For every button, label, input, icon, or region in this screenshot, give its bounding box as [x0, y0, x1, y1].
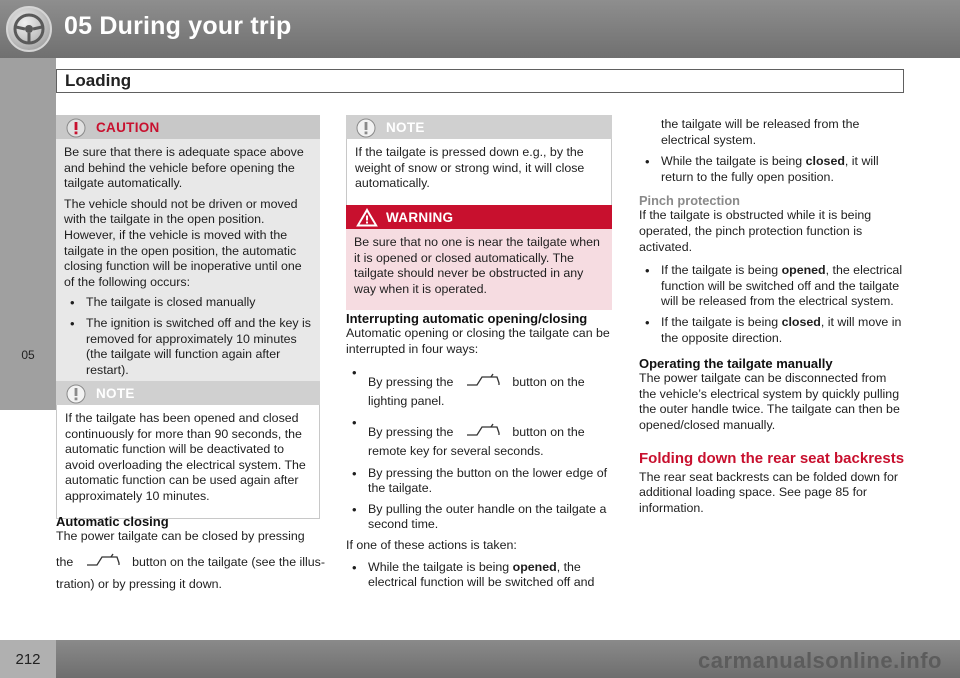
list-item [639, 263, 905, 310]
column-3 [639, 117, 905, 516]
text-span: , the electrical function will be switched off and [368, 559, 595, 590]
page-footer [0, 640, 960, 678]
tailgate-button-icon [83, 553, 123, 574]
list-item [346, 560, 612, 591]
text-span: If the tailgate is being [661, 314, 779, 329]
note-text: If the tailgate is pressed down e.g., by the weight of snow or strong wind, it will close automatically. [355, 145, 585, 191]
folding-seats-text: The rear seat backrests can be folded down for additional loading space. See page 85 for information. [639, 469, 898, 515]
automatic-closing-line-2 [56, 553, 326, 574]
section-title: Loading [65, 71, 132, 90]
text-span: While the tailgate is being [368, 559, 510, 574]
warning-header [346, 205, 612, 229]
interrupting-heading: Interrupting automatic opening/closing [346, 311, 588, 326]
list-item: • By pulling the outer handle on the tailgate a second time. [346, 502, 612, 533]
chapter-side-tab [0, 58, 56, 410]
note-header [56, 381, 320, 405]
text-span: button on the tailgate (see the illus- [132, 554, 326, 569]
watermark: carmanualsonline.info [698, 648, 942, 673]
manual-operation-heading: Operating the tailgate manually [639, 356, 833, 372]
interrupting-section [346, 311, 612, 596]
note-box [346, 115, 612, 206]
warning-box [346, 205, 612, 310]
text-span: button on the [512, 425, 585, 440]
bold-text: opened [512, 559, 557, 574]
steering-wheel-icon [6, 6, 52, 52]
list-item [639, 315, 905, 346]
text-span: While the tailgate is being [661, 154, 803, 169]
section-bar [56, 69, 904, 93]
note-label: NOTE [96, 386, 135, 401]
list-item [639, 154, 905, 185]
text-span: By pressing the [368, 375, 454, 390]
continued-list [639, 154, 905, 185]
note-box [56, 381, 320, 519]
pinch-protection-intro: If the tailgate is obstructed while it is being operated, the pinch protection function is activated. [639, 208, 872, 254]
if-taken-list [346, 560, 612, 591]
text-span: By pressing the [368, 425, 454, 440]
note-label: NOTE [386, 120, 425, 135]
continued-text: the tailgate will be released from the electrical system. [661, 117, 860, 147]
warning-text: Be sure that no one is near the tailgate when it is opened or closed automatically. The tailgate should never be obstructed in any way when it is operated. [354, 235, 600, 296]
automatic-closing-line-3: tration) or by pressing it down. [56, 577, 222, 592]
automatic-closing-line-1: The power tailgate can be closed by pressing [56, 529, 305, 543]
if-taken-text: If one of these actions is taken: [346, 537, 517, 552]
note-body [56, 405, 320, 519]
interrupting-list [346, 365, 612, 533]
bold-text: opened [781, 263, 826, 278]
text-span: , the electrical function will be switched off and the tailgate will be released from the electrical system. [661, 263, 903, 309]
folding-seats-heading: Folding down the rear seat backrests [639, 449, 905, 467]
caution-box [56, 115, 320, 391]
caution-list [64, 295, 312, 378]
caution-body [56, 139, 320, 391]
page-number: 212 [15, 651, 41, 668]
caution-paragraph-1: Be sure that there is adequate space above and behind the vehicle before opening the tailgate automatically. [64, 145, 304, 191]
list-item: • The ignition is switched off and the key is removed for approximately 10 minutes (the tailgate will function again after restart). [64, 316, 312, 378]
caution-label: CAUTION [96, 120, 160, 135]
tailgate-button-icon [463, 423, 503, 444]
page-header [0, 0, 960, 98]
caution-header [56, 115, 320, 139]
tailgate-button-icon [463, 373, 503, 394]
bold-text: closed [781, 314, 821, 329]
note-header [346, 115, 612, 139]
pinch-protection-list [639, 263, 905, 346]
text-span: If the tailgate is being [661, 263, 779, 278]
exclamation-icon [66, 384, 86, 409]
note-body [346, 139, 612, 206]
note-text: If the tailgate has been opened and closed continuously for more than 90 seconds, the automatic function will be deactivated to avoid overloading the electrical system. The automatic function can be used again after approximately 10 minutes. [65, 411, 306, 503]
interrupting-intro: Automatic opening or closing the tailgate can be interrupted in four ways: [346, 326, 610, 356]
side-tab-label: 05 [21, 348, 35, 362]
list-item [346, 415, 612, 459]
exclamation-icon [66, 118, 86, 143]
warning-triangle-icon [356, 208, 378, 233]
text-span: the [56, 554, 74, 569]
text-span: , it will move in the opposite direction. [661, 314, 902, 345]
manual-operation-text: The power tailgate can be disconnected from the vehicle’s electrical system by quickly pulling the outer handle twice. The tailgate can then be opened/closed manually. [639, 371, 900, 432]
list-item: • The tailgate is closed manually [64, 295, 312, 311]
list-item [346, 365, 612, 409]
exclamation-icon [356, 118, 376, 143]
automatic-closing-section [56, 514, 326, 593]
chapter-title: 05 During your trip [64, 12, 292, 40]
bold-text: closed [805, 154, 845, 169]
automatic-closing-heading: Automatic closing [56, 514, 169, 529]
warning-label: WARNING [386, 210, 454, 225]
text-span: , it will return to the fully open position. [661, 154, 879, 184]
list-item: • By pressing the button on the lower edge of the tailgate. [346, 466, 612, 497]
text-span: remote key for several seconds. [368, 443, 544, 458]
caution-paragraph-2: The vehicle should not be driven or moved with the tailgate in the open position. However, if the vehicle is moved with the tailgate in the open position, the automatic closing function will be inoperative until one of the following occurs: [64, 196, 302, 289]
warning-body [346, 229, 612, 310]
pinch-protection-heading: Pinch protection [639, 193, 740, 209]
text-span: lighting panel. [368, 393, 445, 408]
page-number-box [0, 640, 56, 678]
text-span: button on the [512, 375, 585, 390]
